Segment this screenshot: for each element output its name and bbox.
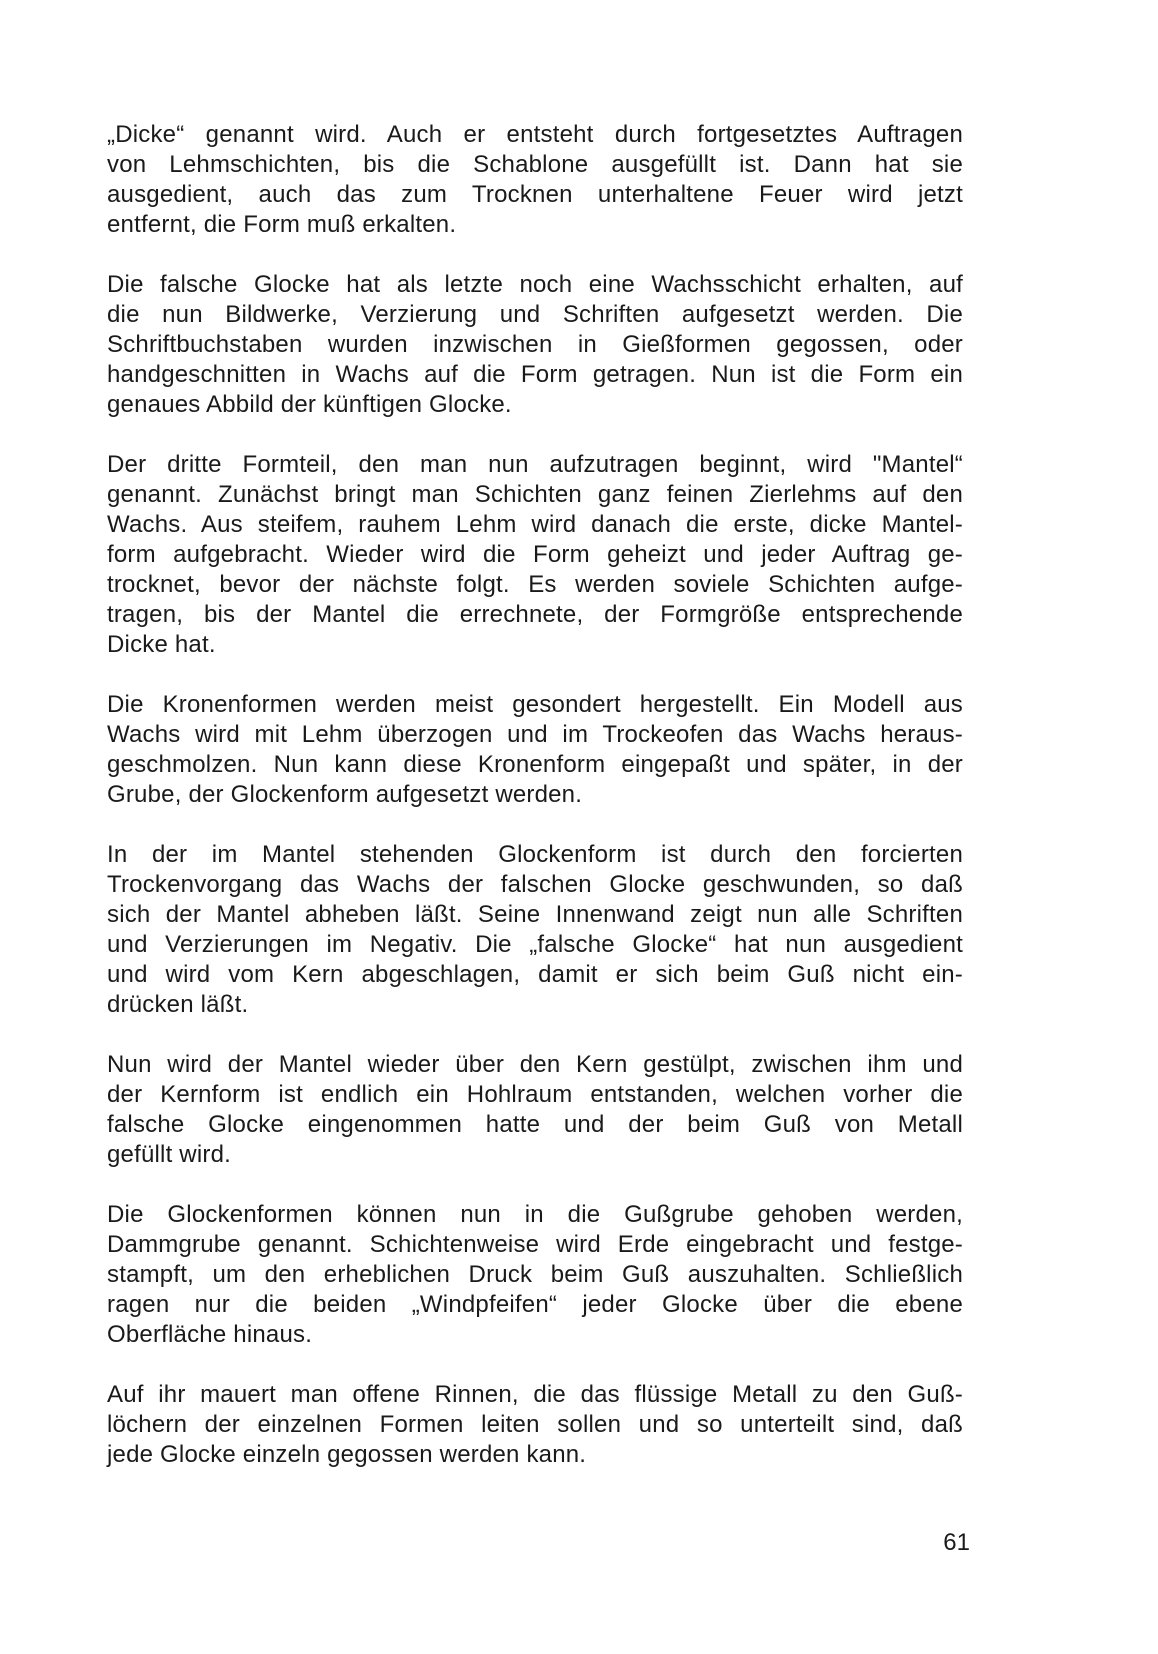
text-line: trocknet, bevor der nächste folgt. Es werden soviele Schichten aufge-	[107, 571, 963, 598]
text-line: und Verzierungen im Negativ. Die „falsche Glocke“ hat nun ausgedient	[107, 931, 963, 958]
text-line: Grube, der Glockenform aufgesetzt werden.	[107, 781, 583, 808]
paragraph-7	[107, 1200, 963, 1350]
text-line: und wird vom Kern abgeschlagen, damit er sich beim Guß nicht ein-	[107, 961, 963, 988]
text-line: der Kernform ist endlich ein Hohlraum entstanden, welchen vorher die	[107, 1081, 963, 1108]
text-line: drücken läßt.	[107, 991, 249, 1018]
text-line: handgeschnitten in Wachs auf die Form getragen. Nun ist die Form ein	[107, 361, 963, 388]
text-line: In der im Mantel stehenden Glockenform ist durch den forcierten	[107, 841, 963, 868]
text-line: Auf ihr mauert man offene Rinnen, die das flüssige Metall zu den Guß-	[107, 1381, 963, 1408]
text-line: die nun Bildwerke, Verzierung und Schriften aufgesetzt werden. Die	[107, 301, 963, 328]
text-line: Wachs. Aus steifem, rauhem Lehm wird danach die erste, dicke Mantel-	[107, 511, 963, 538]
paragraph-1	[107, 120, 963, 240]
text-line: Trockenvorgang das Wachs der falschen Glocke geschwunden, so daß	[107, 871, 963, 898]
paragraph-5	[107, 840, 963, 1020]
text-line: Die Glockenformen können nun in die Gußgrube gehoben werden,	[107, 1201, 963, 1228]
text-line: sich der Mantel abheben läßt. Seine Innenwand zeigt nun alle Schriften	[107, 901, 963, 928]
paragraph-6	[107, 1050, 963, 1170]
text-line: gefüllt wird.	[107, 1141, 231, 1168]
paragraph-8	[107, 1380, 963, 1470]
text-line: tragen, bis der Mantel die errechnete, der Formgröße entsprechende	[107, 601, 963, 628]
text-line: geschmolzen. Nun kann diese Kronenform eingepaßt und später, in der	[107, 751, 963, 778]
text-line: Dammgrube genannt. Schichtenweise wird Erde eingebracht und festge-	[107, 1231, 963, 1258]
page-number: 61	[943, 1529, 970, 1556]
text-line: löchern der einzelnen Formen leiten sollen und so unterteilt sind, daß	[107, 1411, 963, 1438]
text-line: falsche Glocke eingenommen hatte und der beim Guß von Metall	[107, 1111, 963, 1138]
text-line: Schriftbuchstaben wurden inzwischen in Gießformen gegossen, oder	[107, 331, 963, 358]
text-line: Dicke hat.	[107, 631, 216, 658]
body-text	[107, 120, 963, 1500]
text-line: Nun wird der Mantel wieder über den Kern gestülpt, zwischen ihm und	[107, 1051, 963, 1078]
text-line: jede Glocke einzeln gegossen werden kann.	[107, 1441, 587, 1468]
paragraph-3	[107, 450, 963, 660]
text-line: Wachs wird mit Lehm überzogen und im Trockeofen das Wachs heraus-	[107, 721, 963, 748]
text-line: von Lehmschichten, bis die Schablone ausgefüllt ist. Dann hat sie	[107, 151, 963, 178]
text-line: stampft, um den erheblichen Druck beim Guß auszuhalten. Schließlich	[107, 1261, 963, 1288]
text-line: ragen nur die beiden „Windpfeifen“ jeder Glocke über die ebene	[107, 1291, 963, 1318]
text-line: Der dritte Formteil, den man nun aufzutragen beginnt, wird "Mantel“	[107, 451, 963, 478]
text-line: Die Kronenformen werden meist gesondert hergestellt. Ein Modell aus	[107, 691, 963, 718]
text-line: genannt. Zunächst bringt man Schichten ganz feinen Zierlehms auf den	[107, 481, 963, 508]
paragraph-4	[107, 690, 963, 810]
text-line: Oberfläche hinaus.	[107, 1321, 313, 1348]
text-line: „Dicke“ genannt wird. Auch er entsteht durch fortgesetztes Auftragen	[107, 121, 963, 148]
text-line: form aufgebracht. Wieder wird die Form geheizt und jeder Auftrag ge-	[107, 541, 963, 568]
text-line: Die falsche Glocke hat als letzte noch eine Wachsschicht erhalten, auf	[107, 271, 963, 298]
text-line: ausgedient, auch das zum Trocknen unterhaltene Feuer wird jetzt	[107, 181, 963, 208]
text-line: entfernt, die Form muß erkalten.	[107, 211, 457, 238]
text-line: genaues Abbild der künftigen Glocke.	[107, 391, 512, 418]
paragraph-2	[107, 270, 963, 420]
